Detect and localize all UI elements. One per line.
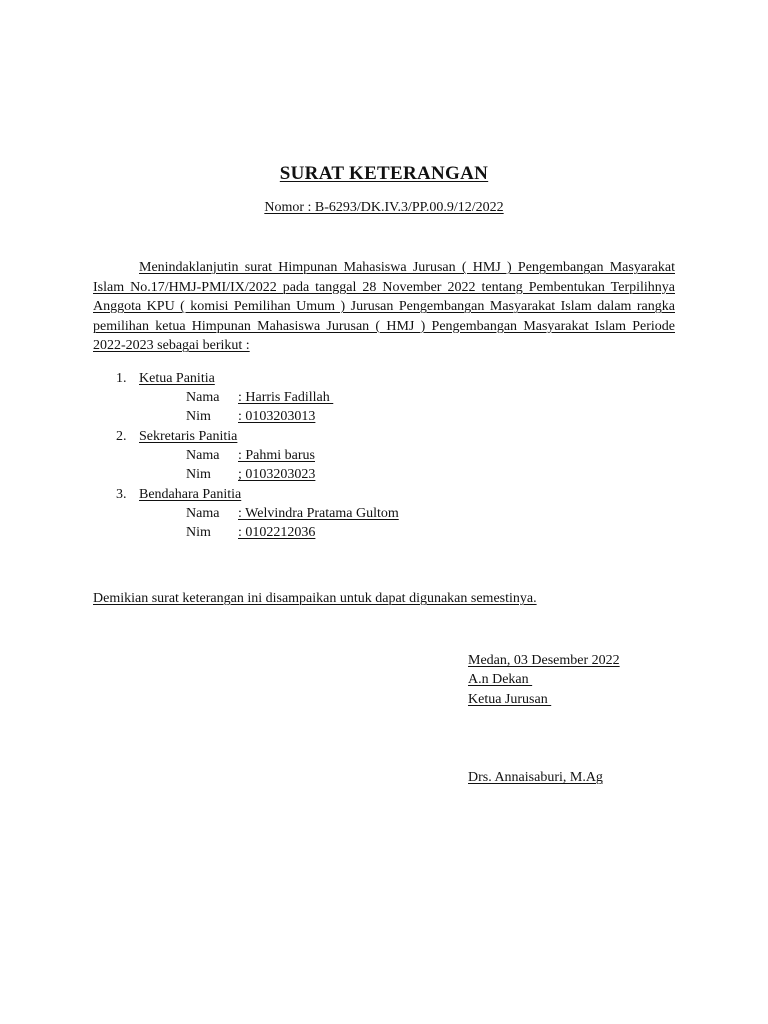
member-nim-row [186,523,315,543]
name-value: : Pahmi barus [238,448,315,463]
member-nim-row [186,407,315,427]
document-title: SURAT KETERANGAN [279,163,489,184]
nim-value: : 0102212036 [238,525,316,540]
committee-role: Bendahara Panitia [139,487,242,502]
list-item [116,485,241,505]
nim-value: : 0103203013 [238,409,316,424]
body-paragraph: Menindaklanjutin surat Himpunan Mahasiswa Jurusan ( HMJ ) Pengembangan Masyarakat Islam No.17/HMJ-PMI/IX/2022 pada tanggal 28 November 2022 tentang Pembentukan Terpilihnya Anggota KPU ( komisi Pemilihan Umum ) Jurusan Pengembangan Masyarakat Islam dalam rangka pemilihan ketua Himpunan Mahasiswa Jurusan ( HMJ ) Pengembangan Masyarakat Islam Periode 2022-2023 sebagai berikut : [93,260,675,353]
list-item [116,369,215,389]
committee-role: Sekretaris Panitia [139,429,238,444]
list-number: 2. [116,429,127,444]
committee-role: Ketua Panitia [139,371,215,386]
list-number: 1. [116,371,127,386]
on-behalf-line: A.n Dekan [468,672,533,687]
member-nim-row [186,465,315,485]
name-label: Nama [186,390,220,405]
place-date: Medan, 03 Desember 2022 [468,653,620,668]
name-label: Nama [186,448,220,463]
document-number: Nomor : B-6293/DK.IV.3/PP.00.9/12/2022 [264,200,504,215]
nim-label: Nim [186,525,211,540]
member-name-row [186,388,333,408]
name-label: Nama [186,506,220,521]
member-name-row [186,504,399,524]
list-item [116,427,237,447]
signatory-position: Ketua Jurusan [468,692,552,707]
list-number: 3. [116,487,127,502]
closing-statement: Demikian surat keterangan ini disampaikan untuk dapat digunakan semestinya. [93,591,537,606]
nim-label: Nim [186,409,211,424]
nim-label: Nim [186,467,211,482]
name-value: : Welvindra Pratama Gultom [238,506,399,521]
signatory-name: Drs. Annaisaburi, M.Ag [468,770,603,785]
name-value: : Harris Fadillah [238,390,334,405]
member-name-row [186,446,315,466]
nim-value: ; 0103203023 [238,467,316,482]
